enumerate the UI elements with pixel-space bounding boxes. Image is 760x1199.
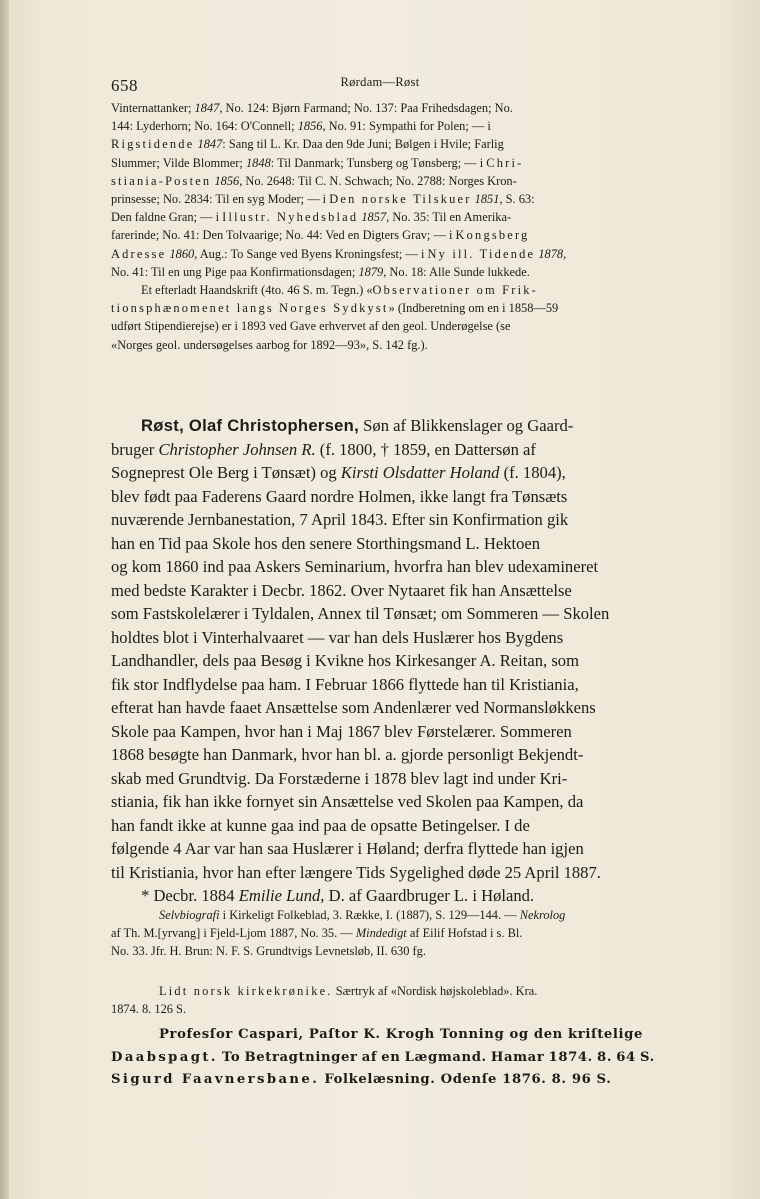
text-segment: holdtes blot i Vinterhalvaaret — var han dels Huslærer hos Bygdens	[111, 627, 564, 647]
text-segment: , No. 2648: Til C. N. Schwach; No. 2788: Norges Kron-	[239, 173, 517, 188]
text-segment: som Fastskolelærer i Tyldalen, Annex til Tønsæt; om Sommeren — Skolen	[111, 604, 610, 623]
text-segment: Slummer; Vilde Blommer;	[111, 155, 246, 170]
text-segment: Sogneprest Ole Berg i Tønsæt) og	[111, 463, 341, 482]
text-segment: , D. af Gaardbruger L. i Høland.	[320, 886, 535, 905]
text-segment: Kirsti Olsdatter Holand	[340, 463, 500, 482]
text-segment: Rigstidende	[111, 137, 195, 152]
text-segment: No. 41: Til en ung Pige paa Konfirmationsdagen;	[111, 264, 359, 279]
body-line	[111, 438, 655, 462]
text-segment: Søn af Blikkenslager og Gaard-	[359, 416, 574, 435]
text-segment: stiania-Posten	[111, 173, 212, 188]
text-segment: prinsesse; No. 2834: Til en syg Moder; — i	[111, 192, 330, 207]
text-segment: » (Indberetning om en i 1858—59	[388, 301, 559, 316]
fraktur-line	[111, 1069, 655, 1092]
text-segment: af Eilif Hofstad i s. Bl.	[406, 926, 523, 941]
text-segment: 1847	[194, 101, 220, 115]
text-segment: : Sang til L. Kr. Daa den 9de Juni; Bølgen i Hvile; Farlig	[222, 137, 504, 152]
body-line	[111, 532, 655, 556]
text-segment: Røst, Olaf Christophersen,	[141, 416, 360, 435]
body-line	[111, 837, 655, 861]
prev-line	[111, 317, 655, 335]
text-segment: * Decbr. 1884	[141, 886, 239, 905]
text-segment: , No. 18: Alle Sunde lukkede.	[383, 264, 530, 279]
text-segment: «Norges geol. undersøgelses aarbog for 1892—93», S. 142 fg.).	[111, 337, 428, 352]
fraktur-line	[111, 1047, 655, 1070]
sources-line	[111, 906, 655, 924]
text-segment: farerinde; No. 41: Den Tolvaarige; No. 44: Ved en Digters Grav; — i	[111, 228, 456, 243]
body-line	[111, 673, 655, 697]
prev-line	[111, 135, 655, 153]
marriage-line	[111, 884, 655, 908]
prev-line	[111, 299, 655, 317]
text-segment: skab med Grundtvig. Da Forstæderne i 1878 blev lagt ind under Kri-	[111, 768, 568, 788]
text-segment: Kongsberg	[455, 228, 530, 243]
text-segment: stiania, fik han ikke fornyet sin Ansættelse ved Skolen paa Kampen, da	[111, 792, 584, 811]
text-segment: udført Stipendierejse) er i 1893 ved Gave erhvervet af den geol. Underøgelse (se	[111, 319, 511, 334]
text-segment: 1848	[245, 155, 271, 170]
text-segment: Emilie Lund	[238, 886, 321, 905]
fraktur-line	[111, 1024, 655, 1047]
text-segment: ,	[563, 246, 567, 261]
sources-block	[111, 906, 655, 961]
body-line	[111, 790, 655, 814]
page-binding-edge	[0, 0, 9, 1199]
entry-body	[111, 414, 655, 908]
text-segment: (f. 1800, † 1859, en Dattersøn af	[315, 439, 536, 459]
body-line	[111, 649, 655, 673]
prev-line	[111, 190, 655, 208]
text-segment: 1868 besøgte han Danmark, hvor han bl. a. gjorde personligt Bekjendt-	[111, 745, 584, 764]
text-segment: Den norske Tilskuer	[329, 192, 472, 207]
text-segment: 1878	[538, 246, 564, 261]
sources-line	[111, 924, 655, 942]
text-segment: han fandt ikke at kunne gaa ind paa de opsatte Betingelser. I de	[111, 815, 530, 835]
prev-line	[111, 117, 655, 135]
prev-line	[111, 281, 655, 299]
prev-line	[111, 99, 655, 117]
text-segment: bruger	[111, 439, 159, 459]
body-line	[111, 767, 655, 791]
text-segment: To Betragtninger af en Lægmand. Hamar 1874. 8. 64 S.	[217, 1049, 655, 1065]
text-segment: 1856	[297, 119, 323, 134]
text-segment: Chri-	[486, 155, 524, 170]
works-line	[111, 1000, 655, 1018]
text-segment: Profesſor Caspari, Paſtor K. Krogh Tonning og den kriſtelige	[159, 1027, 643, 1042]
prev-line	[111, 208, 655, 226]
text-segment: Særtryk af «Nordisk højskoleblad». Kra.	[332, 984, 538, 998]
prev-line	[111, 154, 655, 172]
text-segment: 1874. 8. 126 S.	[111, 1002, 187, 1017]
text-segment: af Th. M.[yrvang] i Fjeld-Ljom 1887, No. 35. —	[111, 926, 356, 941]
body-line	[111, 461, 655, 485]
text-segment: efterat han havde faaet Ansættelse som Andenlærer ved Normansløkkens	[111, 698, 596, 717]
entry-heading-line	[111, 414, 655, 438]
text-segment: Observationer om Frik-	[372, 283, 538, 298]
text-segment: Daabspagt.	[111, 1049, 218, 1065]
text-segment: Lidt norsk kirkekrønike.	[159, 984, 333, 998]
text-segment: og kom 1860 ind paa Askers Seminarium, hvorfra han blev udexamineret	[111, 557, 599, 576]
text-segment: , No. 91: Sympathi for Polen; — i	[322, 119, 491, 134]
running-head: Rørdam—Røst	[340, 75, 420, 89]
page-number: 658	[111, 76, 138, 95]
body-line	[111, 485, 655, 509]
text-segment: 1847	[197, 137, 223, 152]
body-line	[111, 861, 655, 885]
text-segment: , Aug.: To Sange ved Byens Kroningsfest; — i	[194, 246, 428, 261]
body-line	[111, 555, 655, 579]
text-segment: (f. 1804),	[499, 463, 566, 482]
text-segment: Nekrolog	[519, 908, 566, 922]
text-segment: i Kirkeligt Folkeblad, 3. Række, I. (1887), S. 129—144. —	[219, 908, 520, 922]
text-segment: , No. 35: Til en Amerika-	[386, 210, 512, 225]
text-segment: Illustr. Nyhedsblad	[222, 210, 359, 225]
text-segment: til Kristiania, hvor han efter længere Tids Sygelighed døde 25 April 1887.	[111, 862, 601, 882]
body-line	[111, 814, 655, 838]
text-segment: Adresse	[111, 246, 167, 261]
body-line	[111, 579, 655, 603]
text-segment: , S. 63:	[499, 192, 535, 207]
body-line	[111, 626, 655, 650]
text-segment: fik stor Indflydelse paa ham. I Februar 1866 flyttede han til Kristiania,	[111, 674, 579, 694]
text-segment: blev født paa Faderens Gaard nordre Holmen, ikke langt fra Tønsæts	[111, 486, 568, 506]
text-segment: Christopher Johnsen R.	[158, 439, 316, 459]
fraktur-works-block	[111, 1024, 655, 1092]
text-segment: : Til Danmark; Tunsberg og Tønsberg; — i	[270, 155, 487, 170]
works-block	[111, 982, 655, 1018]
prev-line	[111, 263, 655, 281]
text-segment: 1856	[214, 173, 240, 188]
text-segment: Den faldne Gran; — i	[111, 210, 223, 225]
text-segment: følgende 4 Aar var han saa Huslærer i Høland; derfra flyttede han igjen	[111, 839, 584, 858]
body-line	[111, 720, 655, 744]
works-line	[111, 982, 655, 1000]
text-segment: Selvbiografi	[159, 908, 220, 922]
text-segment: nuværende Jernbanestation, 7 April 1843. Efter sin Konfirmation gik	[111, 510, 569, 529]
text-segment: No. 33. Jfr. H. Brun: N. F. S. Grundtvigs Levnetsløb, II. 630 fg.	[111, 944, 426, 959]
text-segment: Vinternattanker;	[111, 101, 195, 115]
text-segment: Skole paa Kampen, hvor han i Maj 1867 blev Førstelærer. Sommeren	[111, 721, 572, 741]
prev-line	[111, 336, 655, 354]
body-line	[111, 696, 655, 720]
text-segment: med bedste Karakter i Decbr. 1862. Over Nytaaret fik han Ansættelse	[111, 580, 572, 600]
previous-entry-bibliography	[111, 99, 655, 354]
body-line	[111, 743, 655, 767]
text-segment: 144: Lyderhorn; No. 164: O'Connell;	[111, 119, 298, 134]
text-segment: , No. 124: Bjørn Farmand; No. 137: Paa Frihedsdagen; No.	[219, 101, 513, 115]
text-segment: 1860	[169, 246, 195, 261]
text-segment: Mindedigt	[355, 926, 407, 941]
text-segment: Landhandler, dels paa Besøg i Kvikne hos Kirkesanger A. Reitan, som	[111, 651, 580, 670]
text-segment: han en Tid paa Skole hos den senere Storthingsmand L. Hektoen	[111, 533, 541, 553]
text-segment: 1851	[474, 192, 500, 207]
text-segment: Et efterladt Haandskrift (4to. 46 S. m. Tegn.) «	[141, 283, 373, 298]
text-segment: 1879	[358, 264, 384, 279]
prev-line	[111, 226, 655, 244]
body-line	[111, 508, 655, 532]
body-line	[111, 602, 655, 626]
prev-line	[111, 172, 655, 190]
text-segment: Sigurd Faavnersbane.	[111, 1072, 320, 1087]
text-segment: tionsphænomenet langs Norges Sydkyst	[111, 301, 389, 316]
text-segment: Ny ill. Tidende	[427, 246, 536, 261]
prev-line	[111, 245, 655, 263]
text-segment: Folkelæsning. Odenſe 1876. 8. 96 S.	[319, 1072, 612, 1087]
sources-line	[111, 942, 655, 960]
text-segment: 1857	[361, 210, 387, 225]
